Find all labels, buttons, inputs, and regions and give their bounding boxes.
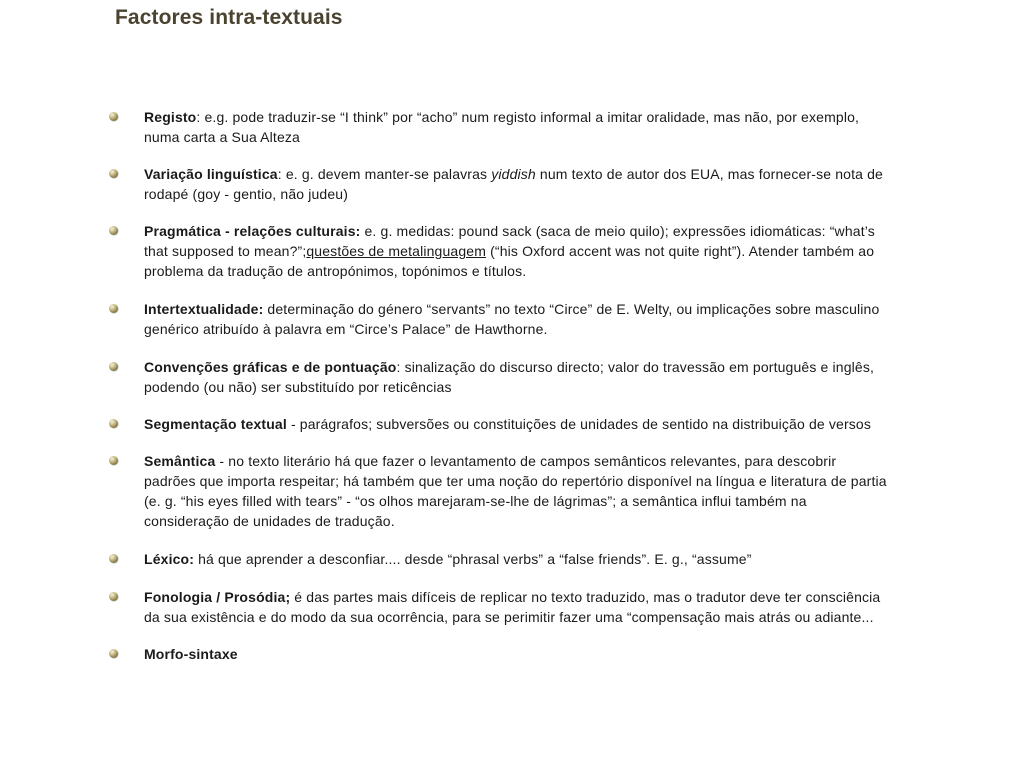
list-item-text xyxy=(144,414,1024,434)
bullet-icon xyxy=(109,226,118,235)
term-label: Fonologia / Prosódia; xyxy=(144,589,291,605)
bullet-icon xyxy=(109,112,118,121)
list-item-text xyxy=(144,357,1024,397)
item-text-line: e. g. medidas: pound sack (saca de meio quilo); expressões idiomáticas: “what’s xyxy=(360,223,875,239)
item-text-line: há que aprender a desconfiar.... desde “phrasal verbs” a “false friends”. E. g., “assume” xyxy=(194,551,752,567)
slide-title: Factores intra-textuais xyxy=(115,6,343,29)
bullet-icon xyxy=(109,419,118,428)
item-text-line: (e. g. “his eyes filled with tears” - “os olhos marejaram-se-lhe de lágrimas”; a semântica influi também na xyxy=(144,493,807,509)
item-text-line: é das partes mais difíceis de replicar no texto traduzido, mas o tradutor deve ter consciência xyxy=(290,589,881,605)
list-item-text xyxy=(144,221,1024,281)
item-text-line: consideração de unidades de tradução. xyxy=(144,513,395,529)
term-label: Semântica xyxy=(144,453,216,469)
list-item-text xyxy=(144,164,1024,204)
list-item-text xyxy=(144,299,1024,339)
term-label: Variação linguística xyxy=(144,166,278,182)
bullet-icon xyxy=(109,169,118,178)
term-label: Léxico: xyxy=(144,551,195,567)
term-label: Intertextualidade: xyxy=(144,301,264,317)
item-text-line: padrões que importa respeitar; há também que ter uma noção do repertório disponível na língua e literatura de partia xyxy=(144,473,887,489)
term-label: Segmentação textual xyxy=(144,416,287,432)
list-item-text xyxy=(144,549,1024,569)
list-item-text xyxy=(144,644,1024,664)
item-text-line: numa carta a Sua Alteza xyxy=(144,129,300,145)
item-text-line: : e.g. pode traduzir-se “I think” por “acho” num registo informal a imitar oralidade, mas não, por exemplo, xyxy=(196,109,860,125)
term-label: Morfo-sintaxe xyxy=(144,646,238,662)
list-item-text xyxy=(144,107,1024,147)
item-text-line: problema da tradução de antropónimos, topónimos e títulos. xyxy=(144,263,527,279)
item-text-line: rodapé (goy - gentio, não judeu) xyxy=(144,186,349,202)
bullet-icon xyxy=(109,649,118,658)
bullet-icon xyxy=(109,304,118,313)
list-item-text xyxy=(144,587,1024,627)
item-text-line: : sinalização do discurso directo; valor do travessão em português e inglês, xyxy=(396,359,875,375)
item-text-line: - parágrafos; subversões ou constituições de unidades de sentido na distribuição de versos xyxy=(286,416,872,432)
item-text-line: (“his Oxford accent was not quite right”). Atender também ao xyxy=(486,243,875,259)
item-text-line: determinação do género “servants” no texto “Circe” de E. Welty, ou implicações sobre masculino xyxy=(263,301,880,317)
bullet-icon xyxy=(109,456,118,465)
item-text-line: - no texto literário há que fazer o levantamento de campos semânticos relevantes, para descobrir xyxy=(215,453,837,469)
item-text-line: da sua existência e do modo da sua ocorrência, para se perimitir fazer uma “compensação mais atrás ou adiante... xyxy=(144,609,874,625)
term-label: Pragmática - relações culturais: xyxy=(144,223,361,239)
item-text-line: num texto de autor dos EUA, mas fornecer-se nota de xyxy=(535,166,883,182)
bullet-icon xyxy=(109,592,118,601)
term-label: Convenções gráficas e de pontuação xyxy=(144,359,397,375)
item-text-line: that supposed to mean?”; xyxy=(144,243,307,259)
list-item-text xyxy=(144,451,1024,531)
item-text-line: genérico atribuído à palavra em “Circe’s Palace” de Hawthorne. xyxy=(144,321,548,337)
bullet-icon xyxy=(109,362,118,371)
bullet-icon xyxy=(109,554,118,563)
term-label: Registo xyxy=(144,109,197,125)
underlined-phrase: questões de metalinguagem xyxy=(306,243,487,259)
item-text-line: podendo (ou não) ser substituído por reticências xyxy=(144,379,452,395)
item-text-line: : e. g. devem manter-se palavras xyxy=(277,166,492,182)
italic-word: yiddish xyxy=(491,166,536,182)
